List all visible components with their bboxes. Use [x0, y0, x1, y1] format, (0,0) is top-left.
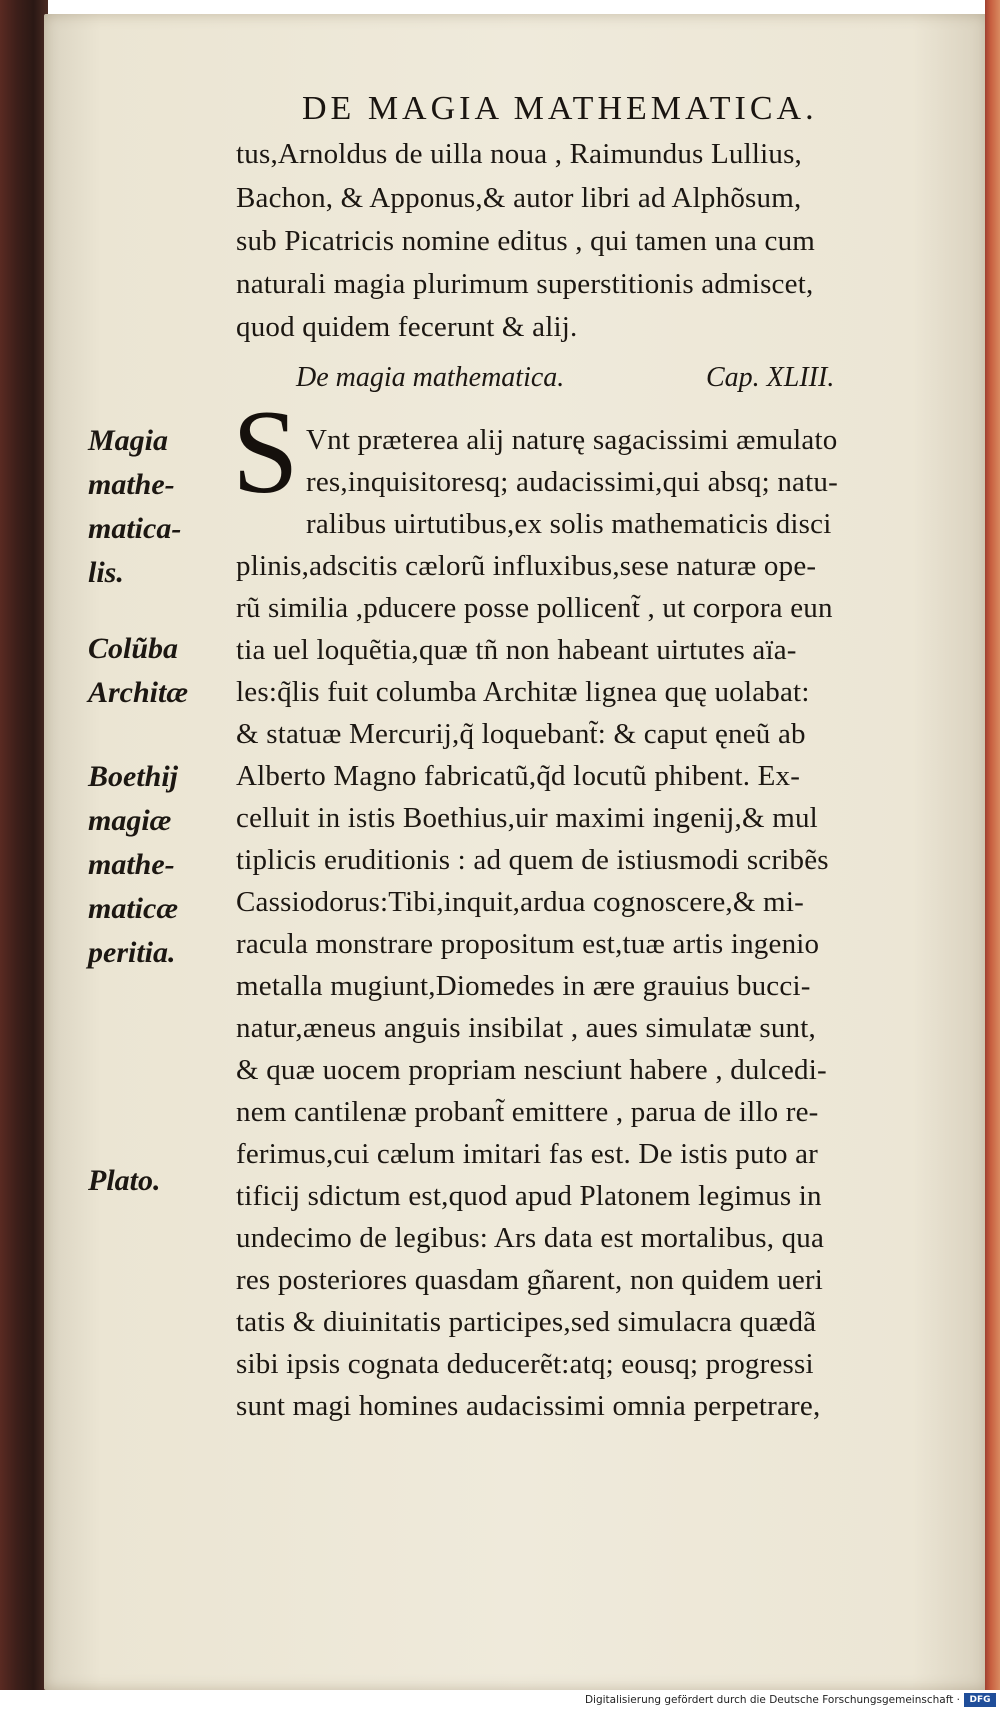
drop-cap: S [232, 385, 299, 518]
text-line: Alberto Magno fabricatũ,q̃d locutũ phibent. Ex- [236, 760, 801, 792]
marginal-note: mathe- [88, 848, 175, 881]
chapter-title: De magia mathematica. [296, 362, 565, 393]
marginal-note: Architæ [88, 676, 189, 709]
text-line: quod quidem fecerunt & alij. [236, 311, 578, 343]
text-line: naturali magia plurimum superstitionis admiscet, [236, 268, 814, 300]
dfg-logo: DFG [964, 1693, 996, 1707]
text-line: nem cantilenæ probant̃ emittere , parua de illo re- [236, 1096, 819, 1128]
text-line: celluit in istis Boethius,uir maximi ingenij,& mul [236, 802, 818, 834]
text-line: tificij sdictum est,quod apud Platonem legimus in [236, 1180, 822, 1212]
text-line: tiplicis eruditionis : ad quem de istiusmodi scribẽs [236, 844, 829, 876]
chapter-number: Cap. XLIII. [706, 362, 835, 393]
marginal-note: Plato. [88, 1164, 161, 1197]
marginal-note: mathe- [88, 468, 175, 501]
page-edge [985, 0, 1000, 1690]
text-line: plinis,adscitis cælorũ influxibus,sese naturæ ope- [236, 550, 817, 582]
text-line: tatis & diuinitatis participes,sed simulacra quædã [236, 1306, 817, 1338]
text-line: tia uel loquẽtia,quæ tñ non habeant uirtutes aïa- [236, 634, 797, 666]
marginal-note: matica- [88, 512, 182, 545]
marginal-note: peritia. [88, 936, 176, 969]
text-line: les:q̃lis fuit columba Architæ lignea quę uolabat: [236, 676, 810, 708]
text-line: sunt magi homines audacissimi omnia perpetrare, [236, 1390, 821, 1422]
text-line: Cassiodorus:Tibi,inquit,ardua cognoscere,& mi- [236, 886, 804, 918]
marginal-note: Boethij [88, 760, 179, 793]
text-line: sibi ipsis cognata deducerẽt:atq; eousq; progressi [236, 1348, 814, 1380]
marginal-note: magiæ [88, 804, 172, 837]
marginal-note: Colũba [88, 632, 179, 665]
text-line: natur,æneus anguis insibilat , aues simulatæ sunt, [236, 1012, 816, 1044]
marginal-note: maticæ [88, 892, 178, 925]
marginal-note: lis. [88, 556, 124, 589]
text-line: rũ similia ,pducere posse pollicent̃ , ut corpora eun [236, 592, 833, 624]
text-line: racula monstrare propositum est,tuæ artis ingenio [236, 928, 820, 960]
text-line: Bachon, & Apponus,& autor libri ad Alphõsum, [236, 182, 802, 214]
text-line: & statuæ Mercurij,q̃ loquebant̃: & caput ęneũ ab [236, 718, 806, 750]
digitization-credit: Digitalisierung gefördert durch die Deutsche Forschungsgemeinschaft · [584, 1694, 960, 1706]
text-line: sub Picatricis nomine editus , qui tamen una cum [236, 225, 816, 257]
text-line: tus,Arnoldus de uilla noua , Raimundus Lullius, [236, 138, 803, 170]
text-line: ralibus uirtutibus,ex solis mathematicis disci [306, 508, 832, 540]
text-line: ferimus,cui cælum imitari fas est. De istis puto ar [236, 1138, 819, 1170]
book-binding [0, 0, 48, 1690]
text-line: metalla mugiunt,Diomedes in ære grauius bucci- [236, 970, 811, 1002]
text-line: undecimo de legibus: Ars data est mortalibus, qua [236, 1222, 825, 1254]
text-line: res posteriores quasdam gñarent, non quidem ueri [236, 1264, 824, 1296]
text-line: res,inquisitoresq; audacissimi,qui absq; natu- [306, 466, 838, 498]
running-head: DE MAGIA MATHEMATICA. [302, 90, 818, 127]
text-line: Vnt præterea alij naturę sagacissimi æmulato [306, 424, 838, 456]
marginal-note: Magia [88, 424, 169, 457]
text-line: & quæ uocem propriam nesciunt habere , dulcedi- [236, 1054, 827, 1086]
